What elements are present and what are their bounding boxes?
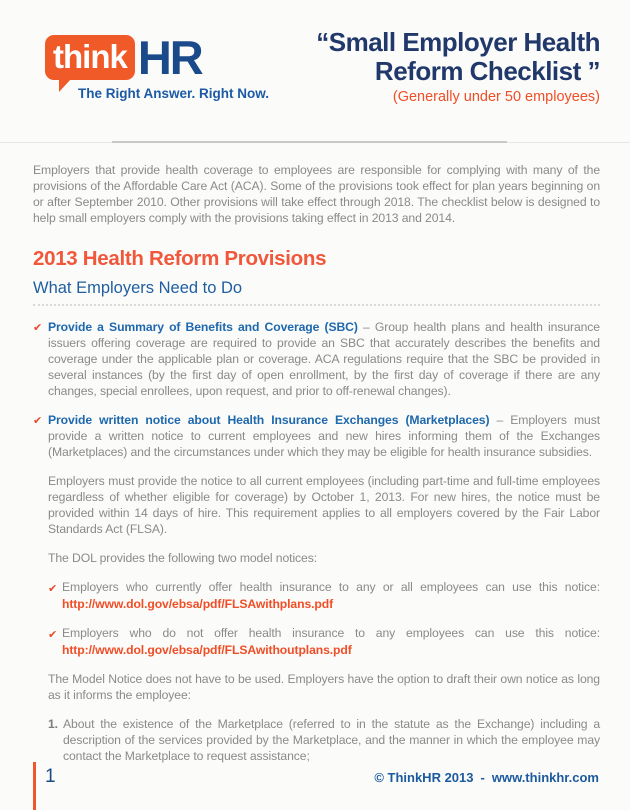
checklist-item-body: – Group health plans and health insurance issuers offering coverage are required to provide an SBC that accurately describes the benefits and coverage under the applicable plan or coverage. ACA regulations require that the SBC be provided in several instances (by the first day of open enrollment, by the first day of coverage if there are any changes, special enrollees, upon request, and prior to off-renewal changes).: [48, 320, 600, 398]
logo-bubble-tail-icon: [59, 79, 71, 92]
dotted-divider: [33, 304, 600, 306]
section-heading: 2013 Health Reform Provisions: [33, 247, 327, 270]
flsa-without-plans-link[interactable]: http://www.dol.gov/ebsa/pdf/FLSAwithoutplans.pdf: [62, 643, 352, 657]
numbered-item-text: About the existence of the Marketplace (referred to in the statute as the Exchange) including a description of the services provided by the Marketplace, and the manner in which the employee may contact the Marketplace to request assistance;: [63, 717, 600, 763]
title-line-1: “Small Employer Health: [316, 27, 600, 57]
logo-hr-text: HR: [137, 31, 202, 84]
thinkhr-website-link[interactable]: www.thinkhr.com: [491, 770, 599, 785]
document-title: [316, 28, 600, 105]
intro-paragraph: Employers that provide health coverage to employees are responsible for complying with many of the provisions of the Affordable Care Act (ACA). Some of the provisions took effect for plan years beginning on or after September 2010. Other provisions will take effect through 2018. The checklist below is designed to help small employers comply with the provisions taking effect in 2013 and 2014.: [33, 163, 600, 225]
numbered-item-number: 1.: [48, 717, 58, 731]
page-number: 1: [45, 766, 56, 787]
model-notice-description: Employers who currently offer health insurance to any or all employees can use this notice:: [62, 580, 600, 594]
document-body: [0, 143, 630, 764]
section-subheading: What Employers Need to Do: [33, 279, 243, 297]
checkmark-icon: ✔: [33, 415, 43, 427]
checklist-item-text: [48, 319, 600, 399]
checklist-item-sbc: [33, 319, 600, 399]
footer-accent-bar: [33, 762, 36, 810]
model-notice-optional-paragraph: The Model Notice does not have to be used. Employers have the option to draft their own notice as long as it informs the employee:: [48, 672, 600, 702]
checkmark-icon: ✔: [33, 322, 43, 334]
dol-model-notices-paragraph: The DOL provides the following two model notices:: [48, 551, 318, 565]
title-subtitle: (Generally under 50 employees): [392, 89, 600, 105]
checklist-item-text: [48, 412, 600, 764]
checkmark-icon: ✔: [48, 629, 58, 641]
model-notice-text: [62, 579, 600, 612]
title-line-2: Reform Checklist ”: [374, 56, 600, 86]
checklist-item-lead: Provide a Summary of Benefits and Coverage (SBC): [48, 320, 358, 334]
copyright-text: © ThinkHR 2013: [374, 770, 474, 785]
checkmark-icon: ✔: [48, 583, 58, 595]
header-divider-shadow: [112, 141, 507, 143]
flsa-with-plans-link[interactable]: http://www.dol.gov/ebsa/pdf/FLSAwithplans.pdf: [62, 597, 334, 611]
model-notice-without-plans: [48, 625, 600, 658]
model-notice-text: [62, 625, 600, 658]
checklist-item-exchanges: [33, 412, 600, 764]
checklist-item-body: – Employers must provide a written notice to current employees and new hires informing them of the Exchanges (Marketplaces) and the circumstances under which they may be eligible for health insurance subsidies.: [48, 413, 600, 459]
model-notice-description: Employers who do not offer health insurance to any employees can use this notice:: [62, 626, 600, 640]
logo-row: [45, 31, 269, 84]
logo-speech-bubble-icon: think: [45, 35, 135, 80]
numbered-item-1: [48, 716, 600, 764]
footer-copyright: [374, 770, 599, 785]
page-header: [0, 0, 630, 143]
checklist-item-lead: Provide written notice about Health Insurance Exchanges (Marketplaces): [48, 413, 490, 427]
footer-separator: -: [480, 770, 485, 785]
thinkhr-logo: [45, 31, 269, 101]
header-divider: [0, 141, 630, 143]
logo-tagline: The Right Answer. Right Now.: [78, 86, 269, 101]
notice-deadline-paragraph: Employers must provide the notice to all current employees (including part-time and full-time employees regardless of whether eligible for coverage) by October 1, 2013. For new hires, the notice must be provided within 14 days of hire. This requirement applies to all employers covered by the Fair Labor Standards Act (FLSA).: [48, 474, 600, 536]
model-notice-with-plans: [48, 579, 600, 612]
